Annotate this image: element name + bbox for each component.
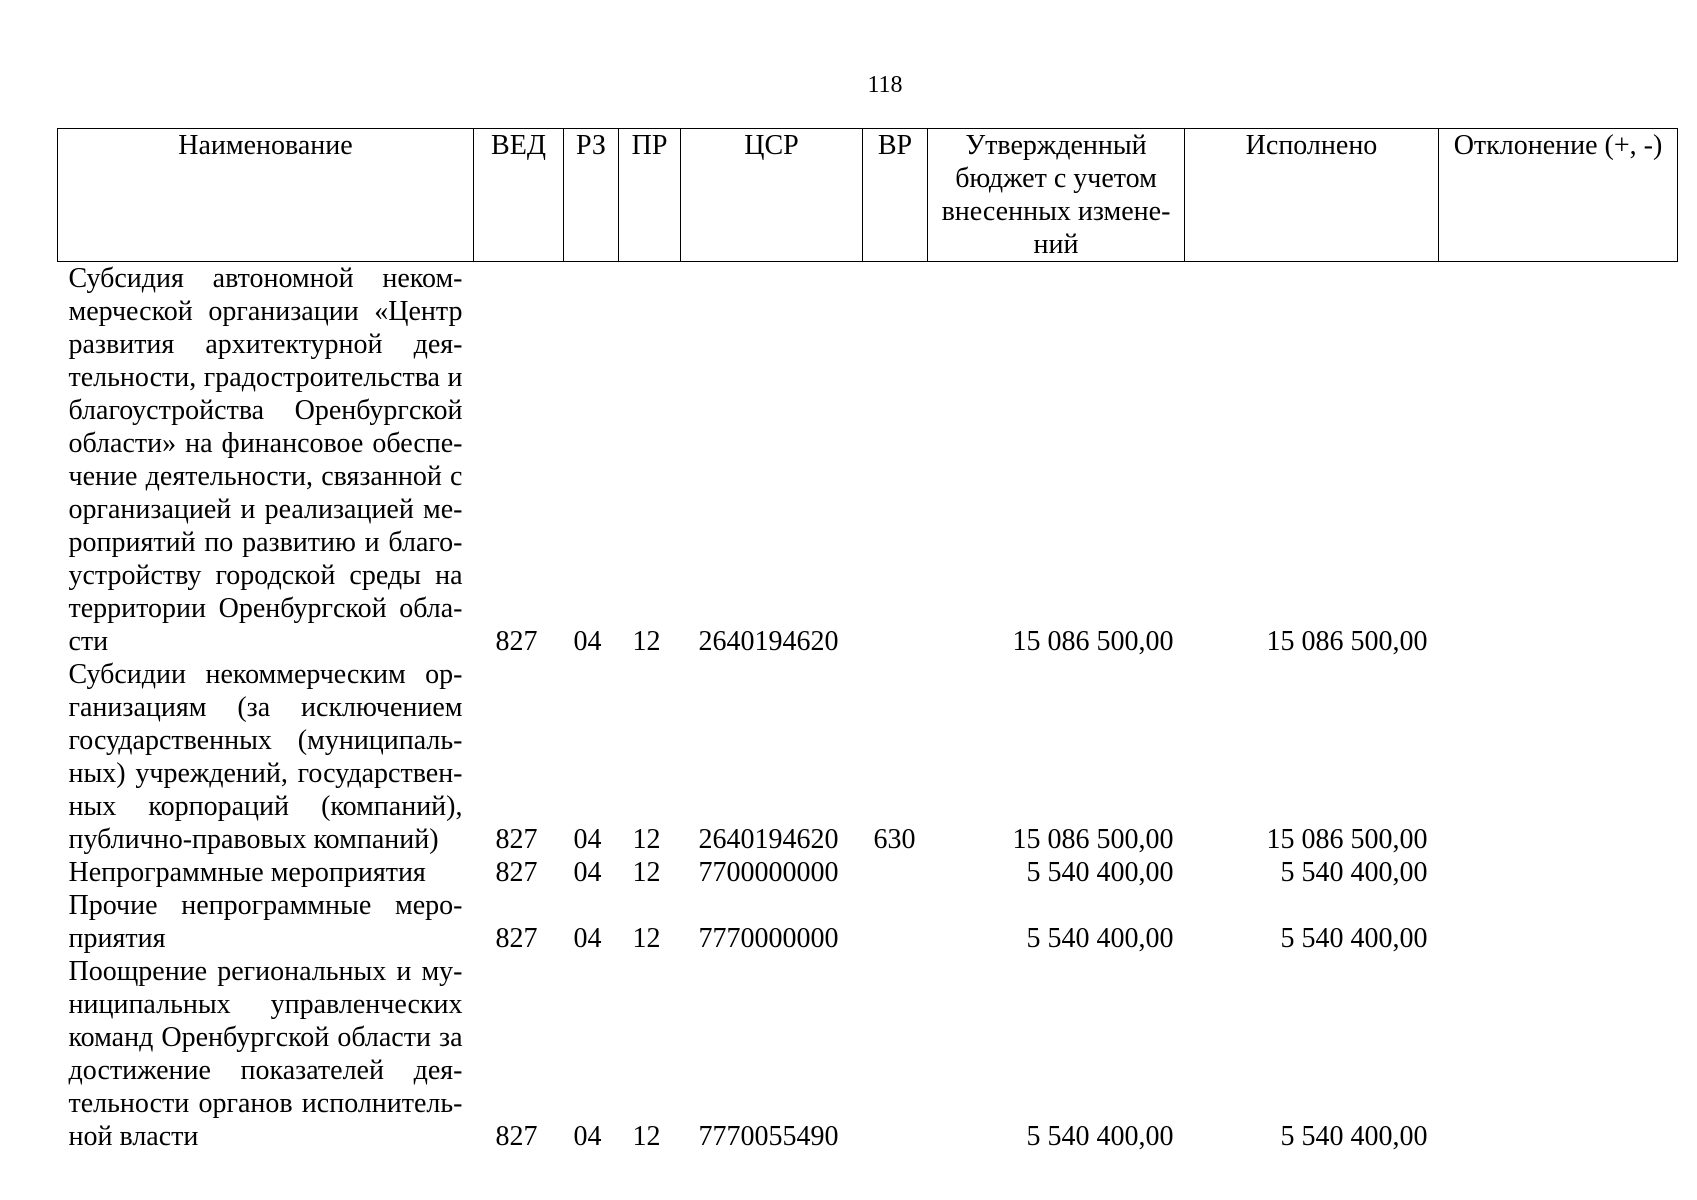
row-name: Субсидии некоммерческим ор-ганизациям (за исключением государственных (муниципаль-ных) учреждений, государствен-ных корпораций (компаний), публично-правовых компаний) <box>68 659 463 855</box>
header-ved: ВЕД <box>474 129 564 262</box>
header-budget: Утвержденный бюджет с учетом внесенных измене-ний <box>928 129 1185 262</box>
row-csr: 7770055490 <box>698 1121 839 1152</box>
row-rz: 04 <box>573 824 602 855</box>
row-ved: 827 <box>495 1121 538 1152</box>
row-ved: 827 <box>495 923 538 954</box>
row-rz: 04 <box>573 857 602 888</box>
row-budget: 15 086 500,00 <box>1012 824 1174 855</box>
row-name: Субсидия автономной неком-мерческой организации «Центр развития архитектурной дея-тельности, градостроительства и благоустройства Оренбургской области» на финансовое обеспе-чение деятельности, связанной с организацией и реализацией ме-роприятий по развитию и благо-устройству городской среды на территории Оренбургской обла-сти <box>68 263 463 657</box>
page-number: 118 <box>867 72 903 98</box>
row-name: Прочие непрограммные меро-приятия <box>68 890 463 954</box>
row-vr <box>863 955 928 1153</box>
row-ved: 827 <box>495 626 538 657</box>
row-vr <box>863 856 928 889</box>
header-pr: ПР <box>619 129 681 262</box>
row-csr: 2640194620 <box>698 824 839 855</box>
row-name: Поощрение региональных и му-ниципальных управленческих команд Оренбургской области за достижение показателей дея-тельности органов исполнитель-ной власти <box>68 956 463 1152</box>
row-executed: 5 540 400,00 <box>1280 857 1428 888</box>
table-row <box>58 856 1678 889</box>
row-rz: 04 <box>573 1121 602 1152</box>
row-executed: 5 540 400,00 <box>1280 923 1428 954</box>
table-row <box>58 262 1678 659</box>
header-vr: ВР <box>863 129 928 262</box>
row-deviation <box>1439 889 1678 955</box>
row-deviation <box>1439 658 1678 856</box>
row-deviation <box>1439 262 1678 659</box>
row-pr: 12 <box>632 626 661 657</box>
header-csr: ЦСР <box>681 129 863 262</box>
row-pr: 12 <box>632 1121 661 1152</box>
row-budget: 5 540 400,00 <box>1026 923 1174 954</box>
header-deviation: Отклонение (+, -) <box>1439 129 1678 262</box>
row-executed: 5 540 400,00 <box>1280 1121 1428 1152</box>
row-csr: 7770000000 <box>698 923 839 954</box>
row-executed: 15 086 500,00 <box>1266 626 1428 657</box>
row-vr <box>863 262 928 659</box>
header-name: Наименование <box>58 129 474 262</box>
row-budget: 15 086 500,00 <box>1012 626 1174 657</box>
row-pr: 12 <box>632 824 661 855</box>
table-row <box>58 955 1678 1153</box>
row-deviation <box>1439 856 1678 889</box>
row-vr: 630 <box>873 824 916 855</box>
row-ved: 827 <box>495 857 538 888</box>
row-pr: 12 <box>632 857 661 888</box>
row-vr <box>863 889 928 955</box>
table-row <box>58 658 1678 856</box>
row-rz: 04 <box>573 626 602 657</box>
table-row <box>58 889 1678 955</box>
row-rz: 04 <box>573 923 602 954</box>
row-name: Непрограммные мероприятия <box>68 857 426 888</box>
row-csr: 7700000000 <box>698 857 839 888</box>
row-ved: 827 <box>495 824 538 855</box>
header-rz: РЗ <box>564 129 619 262</box>
row-deviation <box>1439 955 1678 1153</box>
header-executed: Исполнено <box>1185 129 1439 262</box>
row-csr: 2640194620 <box>698 626 839 657</box>
budget-execution-table <box>57 128 1678 1153</box>
row-budget: 5 540 400,00 <box>1026 1121 1174 1152</box>
row-executed: 15 086 500,00 <box>1266 824 1428 855</box>
row-pr: 12 <box>632 923 661 954</box>
row-budget: 5 540 400,00 <box>1026 857 1174 888</box>
table-header-row <box>58 129 1678 262</box>
